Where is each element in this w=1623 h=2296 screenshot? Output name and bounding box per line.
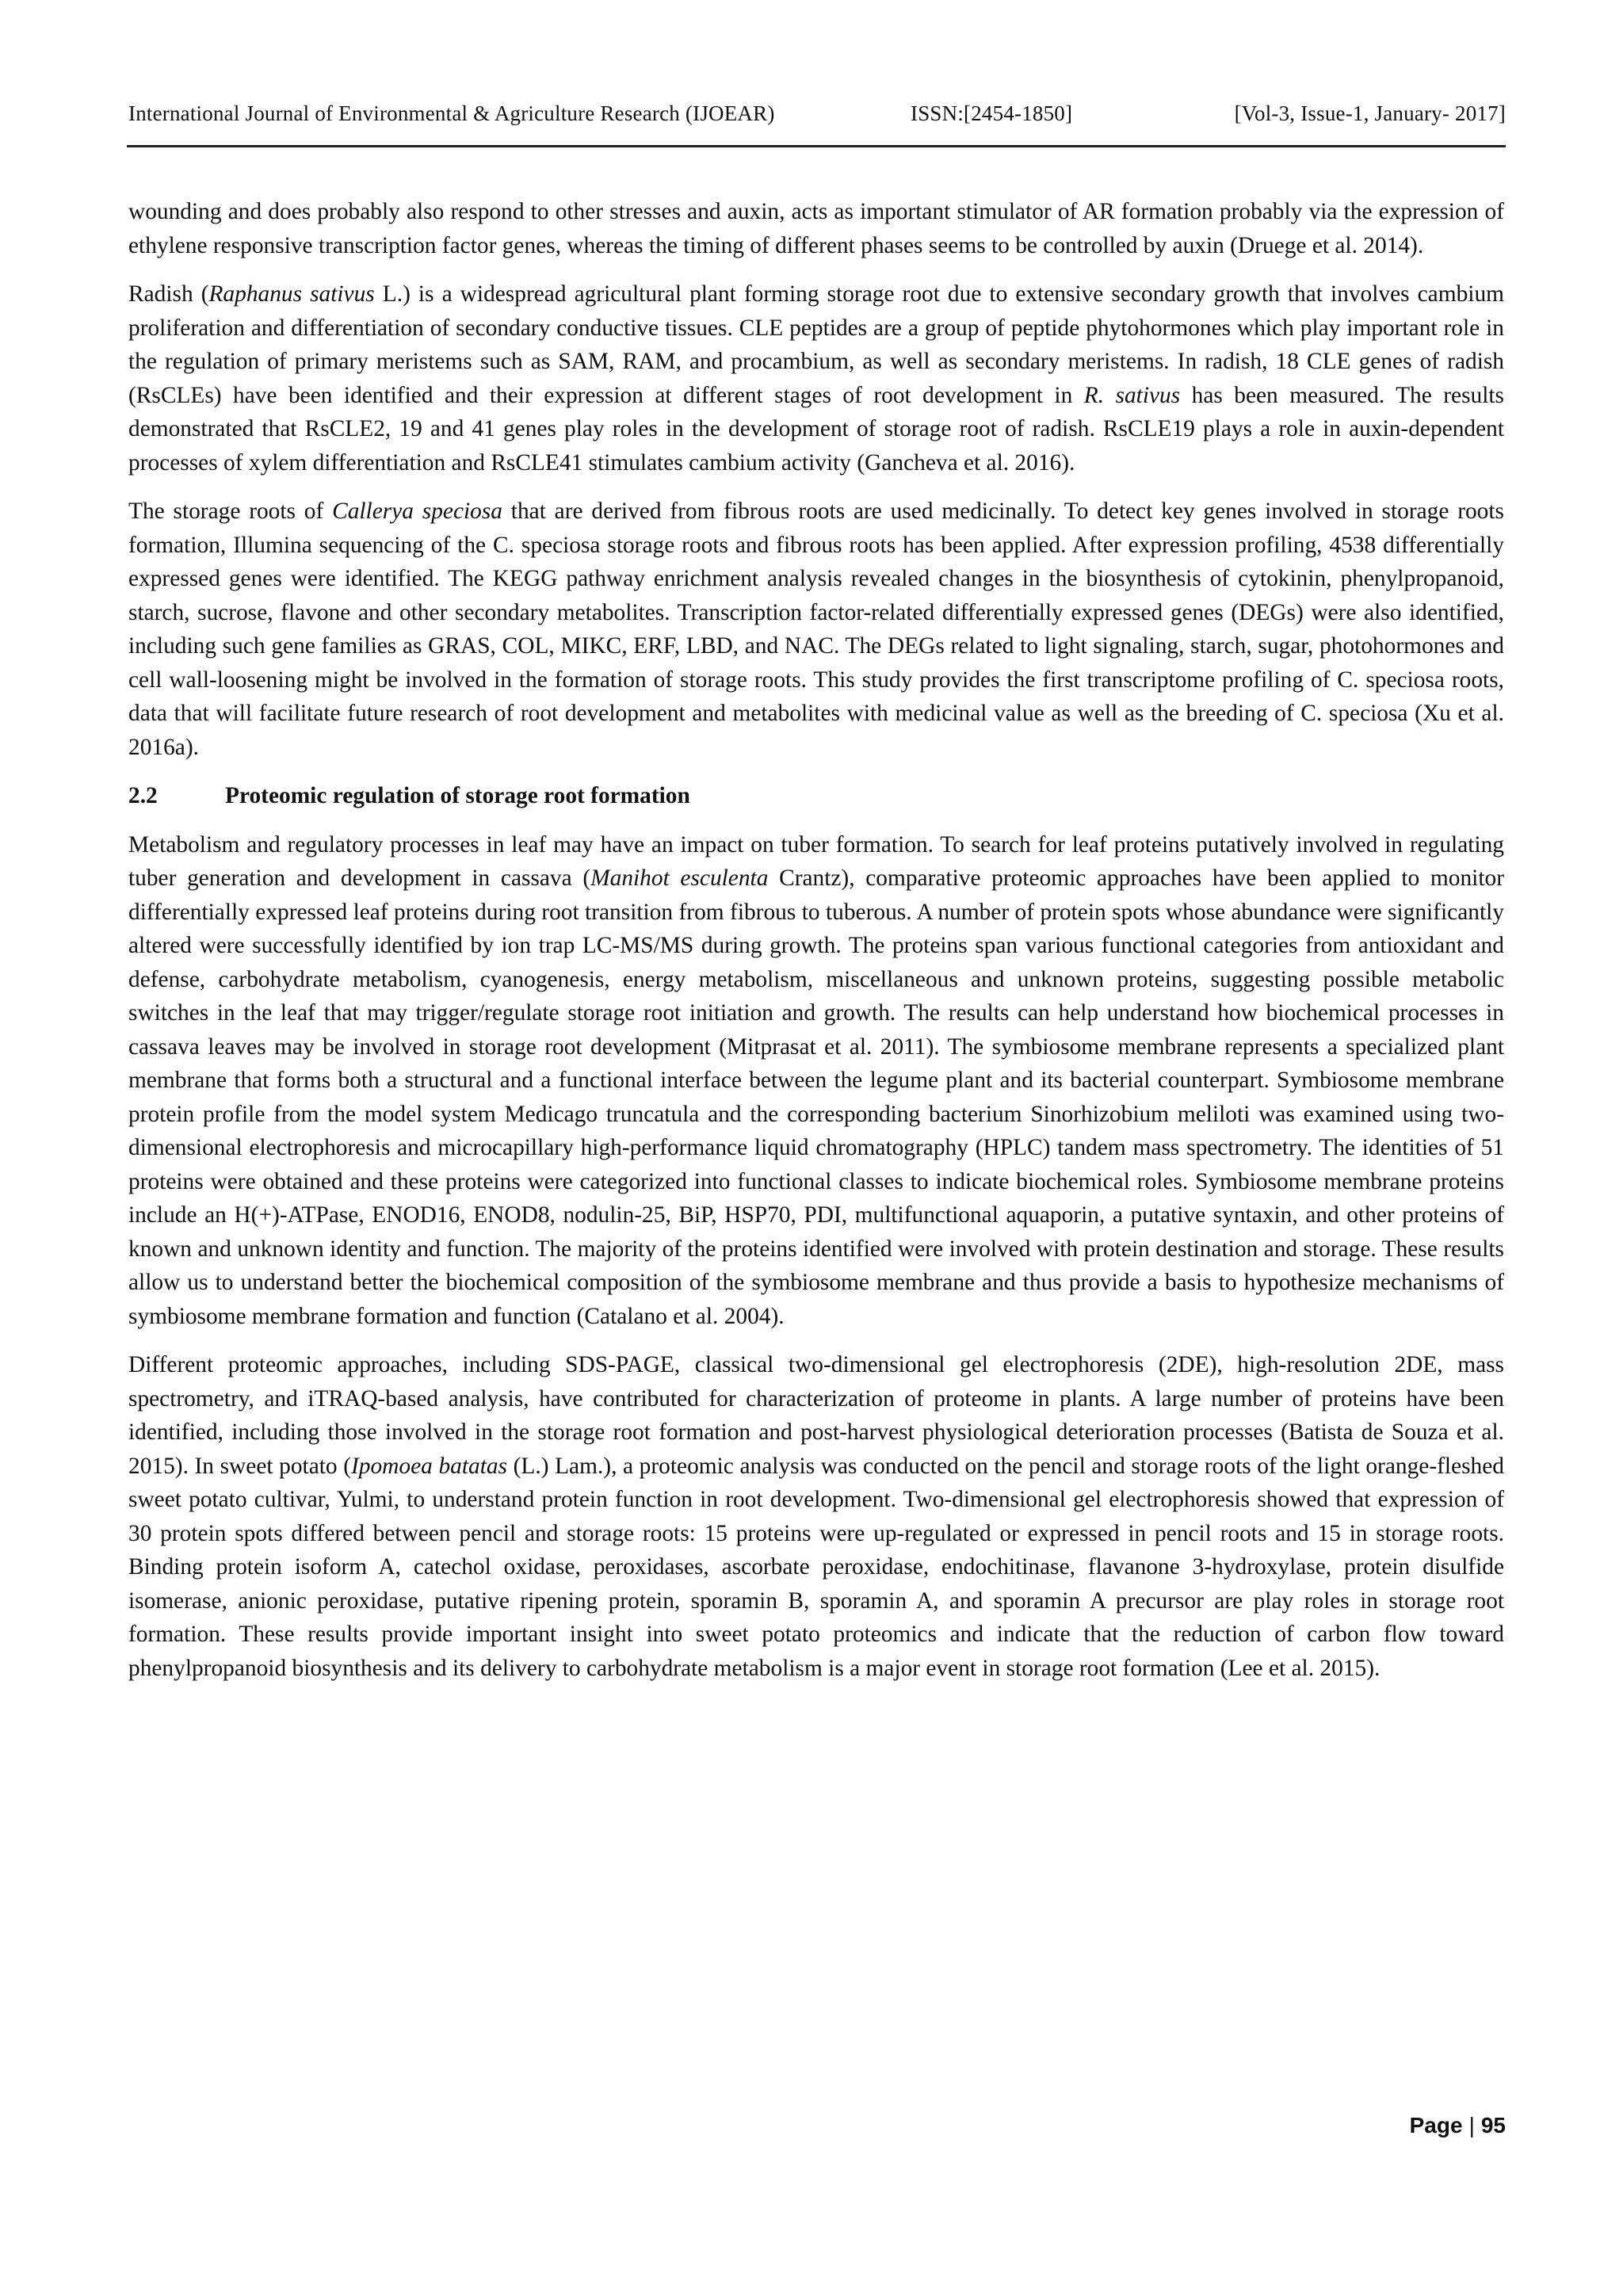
page-separator: | — [1468, 2113, 1475, 2137]
journal-title: International Journal of Environmental & Agriculture Research (IJOEAR) — [128, 101, 775, 125]
issn-label: ISSN:[2454-1850] — [911, 101, 1073, 125]
header-divider — [127, 145, 1506, 147]
species-name: Manihot esculenta — [590, 865, 769, 891]
paragraph-radish: Radish (Raphanus sativus L.) is a widespread agricultural plant forming storage root due to extensive secondary growth that involves cambium proliferation and differentiation of secondary conductive tissues. CLE peptides are a group of peptide phytohormones which play important role in the regulation of primary meristems such as SAM, RAM, and procambium, as well as secondary meristems. In radish, 18 CLE genes of radish (RsCLEs) have been identified and their expression at different stages of root development in R. sativus has been measured. The results demonstrated that RsCLE2, 19 and 41 genes play roles in the development of storage root of radish. RsCLE19 plays a role in auxin-dependent processes of xylem differentiation and RsCLE41 stimulates cambium activity (Gancheva et al. 2016). — [128, 281, 1504, 476]
paragraph-callerya: The storage roots of Callerya speciosa that are derived from fibrous roots are used medicinally. To detect key genes involved in storage roots formation, Illumina sequencing of the C. speciosa storage roots and fibrous roots has been applied. After expression profiling, 4538 differentially expressed genes were identified. The KEGG pathway enrichment analysis revealed changes in the biosynthesis of cytokinin, phenylpropanoid, starch, sucrose, flavone and other secondary metabolites. Transcription factor-related differentially expressed genes (DEGs) were also identified, including such gene families as GRAS, COL, MIKC, ERF, LBD, and NAC. The DEGs related to light signaling, starch, sugar, photohormones and cell wall-loosening might be involved in the formation of storage roots. This study provides the first transcriptome profiling of C. speciosa roots, data that will facilitate future research of root development and metabolites with medicinal value as well as the breeding of C. speciosa (Xu et al. 2016a). — [128, 499, 1504, 760]
page-label: Page — [1409, 2113, 1463, 2137]
section-title: Proteomic regulation of storage root formation — [225, 783, 690, 808]
article-body — [128, 195, 1504, 1700]
species-name: Callerya speciosa — [332, 499, 502, 524]
species-name: Ipomoea batatas — [351, 1453, 507, 1479]
volume-issue-label: [Vol-3, Issue-1, January- 2017] — [1234, 101, 1506, 125]
paragraph-sweet-potato: Different proteomic approaches, including SDS-PAGE, classical two-dimensional gel electrophoresis (2DE), high-resolution 2DE, mass spectrometry, and iTRAQ-based analysis, have contributed for characterization of proteome in plants. A large number of proteins have been identified, including those involved in the storage root formation and post-harvest physiological deterioration processes (Batista de Souza et al. 2015). In sweet potato (Ipomoea batatas (L.) Lam.), a proteomic analysis was conducted on the pencil and storage roots of the light orange-fleshed sweet potato cultivar, Yulmi, to understand protein function in root development. Two-dimensional gel electrophoresis showed that expression of 30 protein spots differed between pencil and storage roots: 15 proteins were up-regulated or expressed in pencil roots and 15 in storage roots. Binding protein isoform A, catechol oxidase, peroxidases, ascorbate peroxidase, endochitinase, flavanone 3-hydroxylase, protein disulfide isomerase, anionic peroxidase, putative ripening protein, sporamin B, sporamin A, and sporamin A precursor are play roles in storage root formation. These results provide important insight into sweet potato proteomics and indicate that the reduction of carbon flow toward phenylpropanoid biosynthesis and its delivery to carbohydrate metabolism is a major event in storage root formation (Lee et al. 2015). — [128, 1352, 1504, 1681]
paragraph-ar-formation: wounding and does probably also respond to other stresses and auxin, acts as important stimulator of AR formation probably via the expression of ethylene responsive transcription factor genes, whereas the timing of different phases seems to be controlled by auxin (Druege et al. 2014). — [128, 199, 1504, 258]
paragraph-cassava-symbiosome: Metabolism and regulatory processes in leaf may have an impact on tuber formation. To search for leaf proteins putatively involved in regulating tuber generation and development in cassava (Manihot esculenta Crantz), comparative proteomic approaches have been applied to monitor differentially expressed leaf proteins during root transition from fibrous to tuberous. A number of protein spots whose abundance were significantly altered were successfully identified by ion trap LC-MS/MS during growth. The proteins span various functional categories from antioxidant and defense, carbohydrate metabolism, cyanogenesis, energy metabolism, miscellaneous and unknown proteins, suggesting possible metabolic switches in the leaf that may trigger/regulate storage root initiation and growth. The results can help understand how biochemical processes in cassava leaves may be involved in storage root development (Mitprasat et al. 2011). The symbiosome membrane represents a specialized plant membrane that forms both a structural and a functional interface between the legume plant and its bacterial counterpart. Symbiosome membrane protein profile from the model system Medicago truncatula and the corresponding bacterium Sinorhizobium meliloti was examined using two-dimensional electrophoresis and microcapillary high-performance liquid chromatography (HPLC) tandem mass spectrometry. The identities of 51 proteins were obtained and these proteins were categorized into functional classes to indicate biochemical roles. Symbiosome membrane proteins include an H(+)-ATPase, ENOD16, ENOD8, nodulin-25, BiP, HSP70, PDI, multifunctional aquaporin, a putative syntaxin, and other proteins of known and unknown identity and function. The majority of the proteins identified were involved with protein destination and storage. These results allow us to understand better the biochemical composition of the symbiosome membrane and thus provide a basis to hypothesize mechanisms of symbiosome membrane formation and function (Catalano et al. 2004). — [128, 831, 1504, 1329]
species-name: R. sativus — [1083, 382, 1181, 408]
section-heading — [128, 779, 1504, 813]
page-number-footer — [1410, 2113, 1506, 2138]
section-number: 2.2 — [128, 783, 158, 808]
page-number: 95 — [1480, 2113, 1506, 2137]
species-name: Raphanus sativus — [208, 281, 375, 307]
running-header — [128, 98, 1506, 138]
